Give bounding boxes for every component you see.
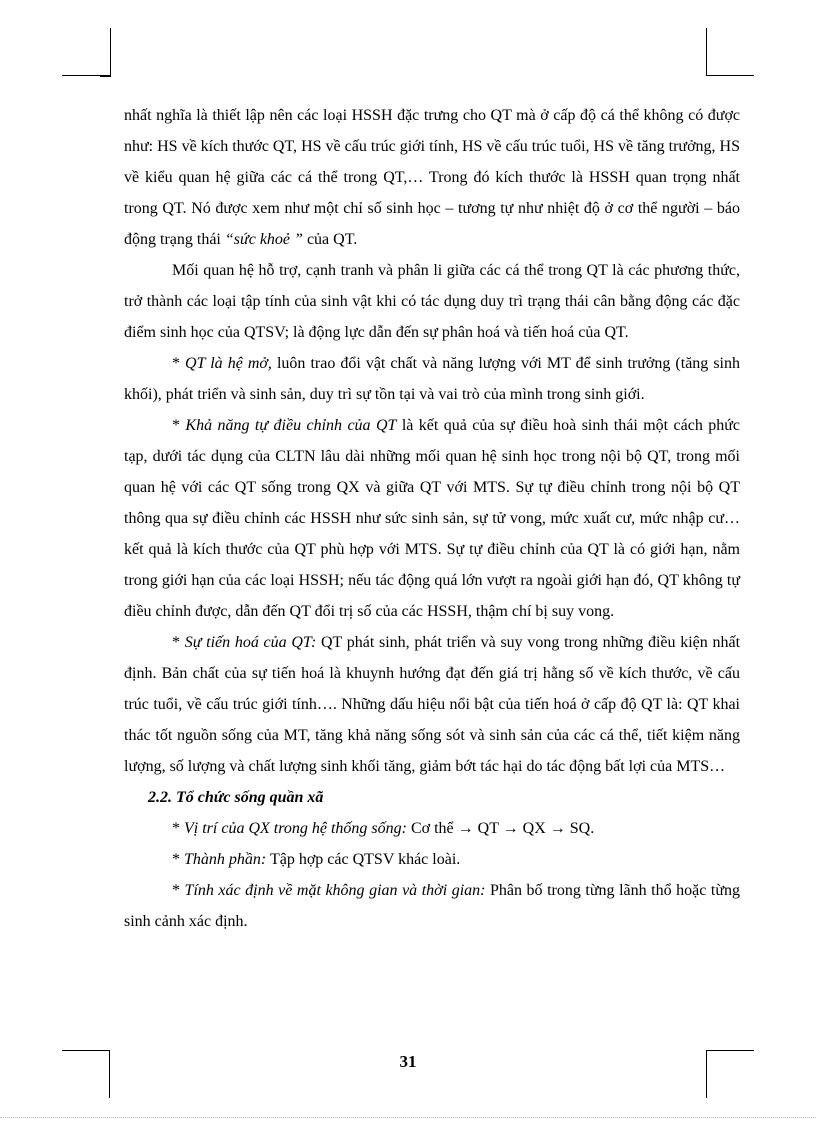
- italic-text-run: Thành phần:: [184, 851, 267, 868]
- italic-text-run: Vị trí của QX trong hệ thống sống:: [184, 820, 407, 837]
- paragraph-population-attributes: [124, 100, 740, 255]
- italic-text-run: Sự tiến hoá của QT:: [184, 634, 317, 651]
- item-position: [124, 813, 740, 844]
- paragraph-relationships: Mối quan hệ hỗ trợ, cạnh tranh và phân li giữa các cá thể trong QT là các phương thức, trở thành các loại tập tính của sinh vật khi có tác dụng duy trì trạng thái cân bằng động các đặc điểm sinh học của QTSV; là động lực dẫn đến sự phân hoá và tiến hoá của QT.: [124, 262, 740, 341]
- text-run: luôn trao đổi vật chất và năng lượng với MT để sinh trưởng (tăng sinh khối), phát triển và sinh sản, duy trì sự tồn tại và vai trò của mình trong sinh giới.: [124, 355, 740, 403]
- crop-mark-top-right-horizontal: [706, 75, 754, 76]
- italic-text-run: “sức khoẻ ”: [224, 231, 303, 248]
- bullet-star: *: [172, 882, 185, 899]
- crop-mark-bottom-right-horizontal: [706, 1050, 754, 1051]
- text-run: Phân bố trong từng lãnh thổ hoặc từng sinh cảnh xác định.: [124, 882, 741, 930]
- italic-text-run: QT là hệ mở,: [185, 355, 272, 372]
- text-run: của QT.: [302, 231, 358, 248]
- page-number: 31: [399, 1052, 417, 1071]
- body-text: [124, 100, 740, 937]
- paragraph-open-system: [124, 348, 740, 410]
- text-run: Cơ thể → QT → QX → SQ.: [406, 820, 595, 837]
- bullet-star: *: [172, 851, 184, 868]
- text-run: QT phát sinh, phát triển và suy vong trong những điều kiện nhất định. Bản chất của sự tiến hoá là khuynh hướng đạt đến giá trị hằng số về kích thước, về cấu trúc tuổi, về cấu trúc giới tính…. Những dấu hiệu nổi bật của tiến hoá ở cấp độ QT là: QT khai thác tốt nguồn sống của MT, tăng khả năng sống sót và sinh sản của các cá thể, tiết kiệm năng lượng, số lượng và chất lượng sinh khối tăng, giảm bớt tác hại do tác động bất lợi của MTS…: [124, 634, 741, 775]
- footer-divider: [0, 1117, 816, 1118]
- crop-mark-top-right: [706, 28, 707, 76]
- text-run: Tập hợp các QTSV khác loài.: [266, 851, 461, 868]
- bullet-star: *: [172, 417, 186, 434]
- item-spatial-temporal: [124, 875, 740, 937]
- text-run: nhất nghĩa là thiết lập nên các loại HSSH đặc trưng cho QT mà ở cấp độ cá thể không có được như: HS về kích thước QT, HS về cấu trúc giới tính, HS về cấu trúc tuổi, HS về tăng trưởng, HS về kiểu quan hệ giữa các cá thể trong QT,… Trong đó kích thước là HSSH quan trọng nhất trong QT. Nó được xem như một chỉ số sinh học – tương tự như nhiệt độ ở cơ thể người – báo động trạng thái: [124, 107, 740, 248]
- crop-mark-top-left: [100, 28, 111, 77]
- bullet-star: *: [172, 355, 186, 372]
- italic-text-run: Tính xác định về mặt không gian và thời gian:: [184, 882, 486, 899]
- bullet-star: *: [172, 634, 185, 651]
- bullet-star: *: [172, 820, 184, 837]
- item-composition: [124, 844, 740, 875]
- crop-mark-bottom-left-horizontal: [62, 1050, 110, 1051]
- paragraph-self-regulation: [124, 410, 740, 627]
- section-heading: 2.2. Tổ chức sống quần xã: [148, 789, 324, 806]
- crop-mark-top-left-horizontal: [62, 75, 110, 76]
- paragraph-evolution: [124, 627, 740, 782]
- text-run: là kết quả của sự điều hoà sinh thái một cách phức tạp, dưới tác dụng của CLTN lâu dài những mối quan hệ sinh học trong nội bộ QT, trong mối quan hệ với các QT sống trong QX và giữa QT với MTS. Sự tự điều chỉnh trong nội bộ QT thông qua sự điều chỉnh các HSSH như sức sinh sản, sự tử vong, mức xuất cư, mức nhập cư…kết quả là kích thước của QT phù hợp với MTS. Sự tự điều chỉnh của QT là có giới hạn, nằm trong giới hạn của các loại HSSH; nếu tác động quá lớn vượt ra ngoài giới hạn đó, QT không tự điều chỉnh được, dẫn đến QT đổi trị số của các HSSH, thậm chí bị suy vong.: [124, 417, 741, 620]
- italic-text-run: Khả năng tự điều chỉnh của QT: [185, 417, 397, 434]
